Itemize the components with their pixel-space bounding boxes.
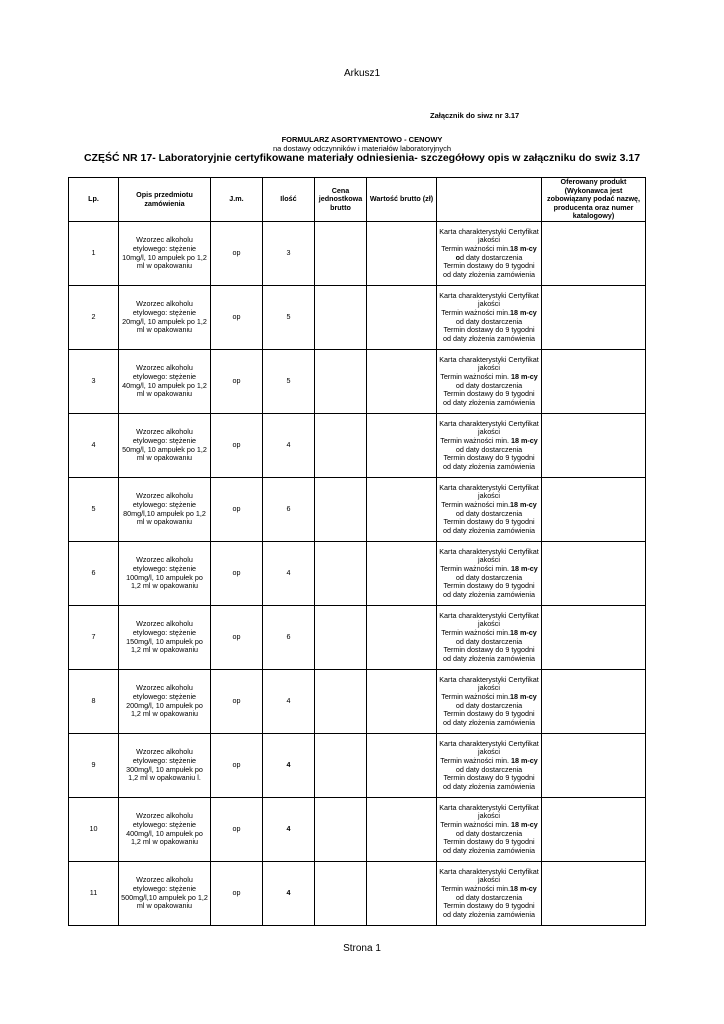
row-lp: 8 bbox=[69, 670, 119, 734]
row-notes bbox=[437, 542, 542, 606]
row-description: Wzorzec alkoholu etylowego: stężenie 500mg/l,10 ampułek po 1,2 ml w opakowaniu bbox=[119, 862, 211, 926]
row-unit: op bbox=[211, 798, 263, 862]
row-offered-product[interactable] bbox=[542, 798, 646, 862]
row-unit: op bbox=[211, 286, 263, 350]
notes-delivery: Termin dostawy do 9 tygodni od daty złożenia zamówienia bbox=[443, 453, 535, 471]
notes-expiry-from: od daty dostarczenia bbox=[455, 380, 523, 390]
notes-expiry-from: od daty dostarczenia bbox=[455, 316, 523, 326]
header-notes bbox=[437, 178, 542, 222]
row-gross-value bbox=[367, 606, 437, 670]
notes-expiry-label: Termin ważności min. bbox=[440, 819, 511, 829]
notes-expiry-label: Termin ważności min. bbox=[441, 307, 510, 317]
header-row bbox=[69, 178, 646, 222]
row-unit: op bbox=[211, 478, 263, 542]
row-unit-price bbox=[315, 286, 367, 350]
notes-expiry-months: 18 m-cy bbox=[509, 243, 537, 253]
header-description: Opis przedmiotu zamówienia bbox=[119, 178, 211, 222]
row-quantity: 4 bbox=[263, 670, 315, 734]
row-notes bbox=[437, 734, 542, 798]
notes-expiry-months: 18 m-cy bbox=[509, 691, 537, 701]
notes-expiry-from: od daty dostarczenia bbox=[455, 828, 523, 838]
table-row bbox=[69, 606, 646, 670]
notes-expiry-label: Termin ważności min. bbox=[441, 499, 510, 509]
table-row bbox=[69, 414, 646, 478]
row-offered-product[interactable] bbox=[542, 670, 646, 734]
table-row bbox=[69, 734, 646, 798]
row-notes bbox=[437, 862, 542, 926]
row-lp: 10 bbox=[69, 798, 119, 862]
table-row bbox=[69, 862, 646, 926]
annex-label: Załącznik do siwz nr 3.17 bbox=[430, 111, 520, 120]
notes-delivery: Termin dostawy do 9 tygodni od daty złożenia zamówienia bbox=[443, 389, 535, 407]
notes-expiry-from: d daty dostarczenia bbox=[460, 252, 523, 262]
row-description: Wzorzec alkoholu etylowego: stężenie 20mg/l, 10 ampułek po 1,2 ml w opakowaniu bbox=[119, 286, 211, 350]
row-notes bbox=[437, 286, 542, 350]
notes-expiry-from: od daty dostarczenia bbox=[455, 444, 523, 454]
notes-certificate: Karta charakterystyki Certyfikat jakości bbox=[439, 482, 539, 501]
row-gross-value bbox=[367, 798, 437, 862]
notes-expiry-months: 18 m-cy bbox=[509, 499, 537, 509]
notes-delivery: Termin dostawy do 9 tygodni od daty złożenia zamówienia bbox=[443, 645, 535, 663]
row-quantity: 6 bbox=[263, 478, 315, 542]
row-offered-product[interactable] bbox=[542, 862, 646, 926]
row-quantity: 4 bbox=[263, 414, 315, 478]
row-description: Wzorzec alkoholu etylowego: stężenie 300mg/l, 10 ampułek po 1,2 ml w opakowaniu l. bbox=[119, 734, 211, 798]
form-subtitle: na dostawy odczynników i materiałów laboratoryjnych bbox=[272, 144, 451, 153]
header-offered-product: Oferowany produkt (Wykonawca jest zobowiązany podać nazwę, producenta oraz numer katalogowy) bbox=[542, 178, 646, 222]
notes-delivery: Termin dostawy do 9 tygodni od daty złożenia zamówienia bbox=[443, 773, 535, 791]
notes-expiry-label: Termin ważności min. bbox=[441, 883, 510, 893]
row-unit-price bbox=[315, 862, 367, 926]
table-row bbox=[69, 670, 646, 734]
row-unit-price bbox=[315, 542, 367, 606]
row-description: Wzorzec alkoholu etylowego: stężenie 50mg/l, 10 ampułek po 1,2 ml w opakowaniu bbox=[119, 414, 211, 478]
row-gross-value bbox=[367, 670, 437, 734]
row-gross-value bbox=[367, 286, 437, 350]
row-notes bbox=[437, 350, 542, 414]
row-quantity: 4 bbox=[263, 862, 315, 926]
notes-expiry-months: 18 m-cy bbox=[510, 819, 538, 829]
notes-expiry-label: Termin ważności min. bbox=[441, 691, 510, 701]
table-row bbox=[69, 350, 646, 414]
notes-certificate: Karta charakterystyki Certyfikat jakości bbox=[439, 738, 539, 757]
notes-certificate: Karta charakterystyki Certyfikat jakości bbox=[439, 226, 539, 245]
row-gross-value bbox=[367, 478, 437, 542]
row-quantity: 4 bbox=[263, 734, 315, 798]
notes-expiry-months: 18 m-cy bbox=[509, 307, 537, 317]
notes-expiry-from: od daty dostarczenia bbox=[455, 572, 523, 582]
notes-expiry-months: 18 m-cy bbox=[509, 883, 537, 893]
notes-expiry-label: Termin ważności min. bbox=[441, 627, 510, 637]
row-lp: 2 bbox=[69, 286, 119, 350]
row-offered-product[interactable] bbox=[542, 606, 646, 670]
notes-delivery: Termin dostawy do 9 tygodni od daty złożenia zamówienia bbox=[443, 517, 535, 535]
row-notes bbox=[437, 670, 542, 734]
row-lp: 5 bbox=[69, 478, 119, 542]
row-description: Wzorzec alkoholu etylowego: stężenie 400mg/l, 10 ampułek po 1,2 ml w opakowaniu bbox=[119, 798, 211, 862]
notes-certificate: Karta charakterystyki Certyfikat jakości bbox=[439, 866, 539, 885]
row-unit: op bbox=[211, 414, 263, 478]
row-quantity: 4 bbox=[263, 542, 315, 606]
row-notes bbox=[437, 606, 542, 670]
notes-expiry-label: Termin ważności min. bbox=[440, 371, 511, 381]
notes-expiry-label: Termin ważności min. bbox=[440, 435, 511, 445]
row-quantity: 6 bbox=[263, 606, 315, 670]
notes-expiry-months: 18 m-cy bbox=[510, 371, 538, 381]
row-lp: 7 bbox=[69, 606, 119, 670]
table-row bbox=[69, 222, 646, 286]
row-unit-price bbox=[315, 414, 367, 478]
row-unit: op bbox=[211, 862, 263, 926]
notes-certificate: Karta charakterystyki Certyfikat jakości bbox=[439, 290, 539, 309]
table-row bbox=[69, 798, 646, 862]
notes-certificate: Karta charakterystyki Certyfikat jakości bbox=[439, 610, 539, 629]
notes-delivery: Termin dostawy do 9 tygodni od daty złożenia zamówienia bbox=[443, 837, 535, 855]
row-lp: 1 bbox=[69, 222, 119, 286]
notes-expiry-months: 18 m-cy bbox=[510, 435, 538, 445]
row-offered-product[interactable] bbox=[542, 286, 646, 350]
row-offered-product[interactable] bbox=[542, 542, 646, 606]
row-gross-value bbox=[367, 222, 437, 286]
row-unit: op bbox=[211, 606, 263, 670]
notes-expiry-months: 18 m-cy bbox=[510, 755, 538, 765]
row-description: Wzorzec alkoholu etylowego: stężenie 200mg/l, 10 ampułek po 1,2 ml w opakowaniu bbox=[119, 670, 211, 734]
header-unit: J.m. bbox=[211, 178, 263, 222]
row-notes bbox=[437, 478, 542, 542]
notes-expiry-label: Termin ważności min. bbox=[440, 563, 511, 573]
row-description: Wzorzec alkoholu etylowego: stężenie 10mg/l, 10 ampułek po 1,2 ml w opakowaniu bbox=[119, 222, 211, 286]
row-unit: op bbox=[211, 542, 263, 606]
sheet-title: Arkusz1 bbox=[343, 68, 381, 79]
row-quantity: 3 bbox=[263, 222, 315, 286]
header-quantity: Ilość bbox=[263, 178, 315, 222]
row-gross-value bbox=[367, 542, 437, 606]
row-unit-price bbox=[315, 798, 367, 862]
row-unit-price bbox=[315, 478, 367, 542]
row-unit-price bbox=[315, 222, 367, 286]
notes-delivery: Termin dostawy do 9 tygodni od daty złożenia zamówienia bbox=[443, 261, 535, 279]
row-notes bbox=[437, 798, 542, 862]
notes-expiry-months: 18 m-cy bbox=[509, 627, 537, 637]
notes-certificate: Karta charakterystyki Certyfikat jakości bbox=[439, 674, 539, 693]
row-unit: op bbox=[211, 350, 263, 414]
table-row bbox=[69, 286, 646, 350]
notes-expiry-months: 18 m-cy bbox=[510, 563, 538, 573]
notes-expiry-from: od daty dostarczenia bbox=[455, 508, 523, 518]
notes-delivery: Termin dostawy do 9 tygodni od daty złożenia zamówienia bbox=[443, 709, 535, 727]
row-unit: op bbox=[211, 734, 263, 798]
row-lp: 4 bbox=[69, 414, 119, 478]
row-unit-price bbox=[315, 670, 367, 734]
row-gross-value bbox=[367, 734, 437, 798]
table-row bbox=[69, 478, 646, 542]
notes-expiry-from: od daty dostarczenia bbox=[455, 764, 523, 774]
table-row bbox=[69, 542, 646, 606]
notes-delivery: Termin dostawy do 9 tygodni od daty złożenia zamówienia bbox=[443, 581, 535, 599]
notes-expiry-from: od daty dostarczenia bbox=[455, 636, 523, 646]
row-offered-product[interactable] bbox=[542, 222, 646, 286]
row-gross-value bbox=[367, 862, 437, 926]
row-quantity: 4 bbox=[263, 798, 315, 862]
notes-expiry-from: od daty dostarczenia bbox=[455, 892, 523, 902]
part-title: CZĘŚĆ NR 17- Laboratoryjnie certyfikowane materiały odniesienia- szczegółowy opis w załączniku do swiz 3.17 bbox=[83, 152, 641, 164]
page-footer: Strona 1 bbox=[343, 943, 381, 954]
notes-expiry-label: Termin ważności min. bbox=[440, 755, 511, 765]
row-gross-value bbox=[367, 350, 437, 414]
row-unit-price bbox=[315, 734, 367, 798]
row-notes bbox=[437, 414, 542, 478]
row-description: Wzorzec alkoholu etylowego: stężenie 100mg/l, 10 ampułek po 1,2 ml w opakowaniu bbox=[119, 542, 211, 606]
header-gross-value: Wartość brutto (zł) bbox=[367, 178, 437, 222]
row-unit: op bbox=[211, 222, 263, 286]
row-unit: op bbox=[211, 670, 263, 734]
notes-certificate: Karta charakterystyki Certyfikat jakości bbox=[439, 354, 539, 373]
row-unit-price bbox=[315, 606, 367, 670]
row-description: Wzorzec alkoholu etylowego: stężenie 80mg/l,10 ampułek po 1,2 ml w opakowaniu bbox=[119, 478, 211, 542]
notes-delivery: Termin dostawy do 9 tygodni od daty złożenia zamówienia bbox=[443, 325, 535, 343]
row-offered-product[interactable] bbox=[542, 414, 646, 478]
form-title: FORMULARZ ASORTYMENTOWO - CENOWY bbox=[281, 135, 443, 144]
row-offered-product[interactable] bbox=[542, 478, 646, 542]
row-notes bbox=[437, 222, 542, 286]
notes-expiry-label: Termin ważności min. bbox=[441, 243, 510, 253]
row-quantity: 5 bbox=[263, 350, 315, 414]
notes-expiry-from: od daty dostarczenia bbox=[455, 700, 523, 710]
row-gross-value bbox=[367, 414, 437, 478]
row-lp: 11 bbox=[69, 862, 119, 926]
order-table bbox=[68, 177, 646, 926]
row-offered-product[interactable] bbox=[542, 734, 646, 798]
header-lp: Lp. bbox=[69, 178, 119, 222]
notes-expiry-prefix: o bbox=[455, 252, 461, 262]
notes-delivery: Termin dostawy do 9 tygodni od daty złożenia zamówienia bbox=[443, 901, 535, 919]
row-lp: 9 bbox=[69, 734, 119, 798]
notes-certificate: Karta charakterystyki Certyfikat jakości bbox=[439, 418, 539, 437]
row-unit-price bbox=[315, 350, 367, 414]
row-description: Wzorzec alkoholu etylowego: stężenie 150mg/l, 10 ampułek po 1,2 ml w opakowaniu bbox=[119, 606, 211, 670]
row-description: Wzorzec alkoholu etylowego: stężenie 40mg/l, 10 ampułek po 1,2 ml w opakowaniu bbox=[119, 350, 211, 414]
row-lp: 6 bbox=[69, 542, 119, 606]
row-lp: 3 bbox=[69, 350, 119, 414]
notes-certificate: Karta charakterystyki Certyfikat jakości bbox=[439, 802, 539, 821]
notes-certificate: Karta charakterystyki Certyfikat jakości bbox=[439, 546, 539, 565]
header-unit-price: Cena jednostkowa brutto bbox=[315, 178, 367, 222]
row-offered-product[interactable] bbox=[542, 350, 646, 414]
row-quantity: 5 bbox=[263, 286, 315, 350]
